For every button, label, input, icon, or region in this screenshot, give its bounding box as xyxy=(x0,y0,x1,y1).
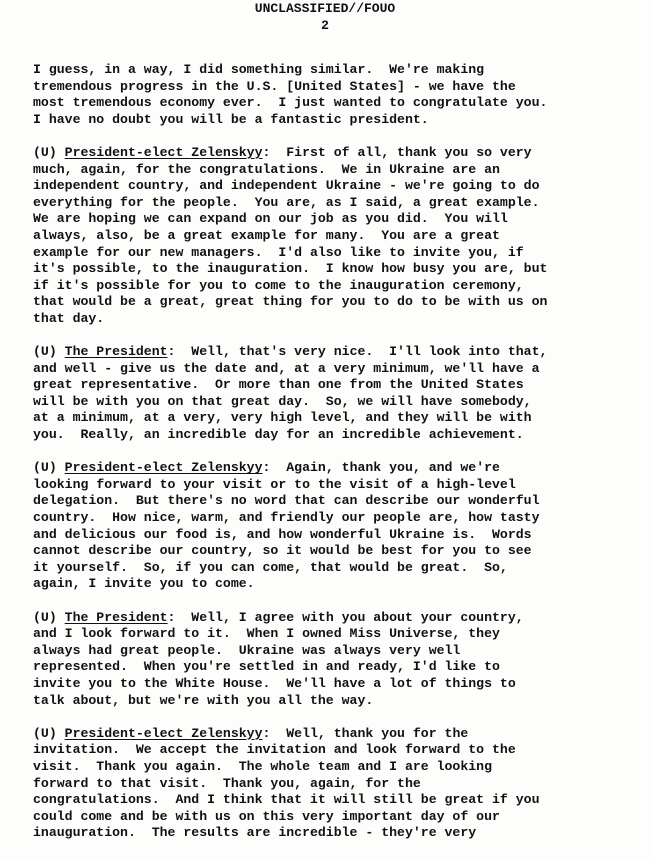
transcript-paragraph xyxy=(33,62,633,128)
transcript-paragraph xyxy=(33,344,633,444)
line-text: it yourself. So, if you can come, that would be great. So, xyxy=(33,559,508,575)
text-line xyxy=(33,162,633,179)
speaker-name: The President xyxy=(64,609,168,625)
line-text: everything for the people. You are, as I said, a great example. xyxy=(33,194,540,210)
text-line xyxy=(33,792,633,809)
classification-marking: UNCLASSIFIED//FOUO xyxy=(254,1,396,16)
text-line xyxy=(33,228,633,245)
line-text: looking forward to your visit or to the visit of a high-level xyxy=(33,476,516,492)
line-text: invite you to the White House. We'll have a lot of things to xyxy=(33,675,516,691)
line-text: delegation. But there's no word that can describe our wonderful xyxy=(33,493,540,509)
text-line xyxy=(33,460,633,477)
text-line xyxy=(33,576,633,593)
line-text: : Well, that's very nice. I'll look into that, xyxy=(167,344,548,360)
classification-prefix: (U) xyxy=(33,144,65,160)
line-text: will be with you on that great day. So, we will have somebody, xyxy=(33,393,532,409)
line-text: and well - give us the date and, at a very minimum, we'll have a xyxy=(33,360,540,376)
text-line xyxy=(33,493,633,510)
text-line xyxy=(33,112,633,129)
text-line xyxy=(33,79,633,96)
line-text: I have no doubt you will be a fantastic president. xyxy=(33,111,429,127)
line-text: could come and be with us on this very important day of our xyxy=(33,808,500,824)
speaker-name: President-elect Zelenskyy xyxy=(64,144,263,160)
text-line xyxy=(33,361,633,378)
line-text: it's possible, to the inauguration. I know how busy you are, but xyxy=(33,261,548,277)
text-line xyxy=(33,825,633,842)
line-text: you. Really, an incredible day for an incredible achievement. xyxy=(33,427,524,443)
line-text: independent country, and independent Ukraine - we're going to do xyxy=(33,178,540,194)
text-line xyxy=(33,626,633,643)
text-line xyxy=(33,410,633,427)
text-line xyxy=(33,178,633,195)
text-line xyxy=(33,726,633,743)
text-line xyxy=(33,477,633,494)
classification-prefix: (U) xyxy=(33,460,65,476)
text-line xyxy=(33,344,633,361)
text-line xyxy=(33,809,633,826)
line-text: talk about, but we're with you all the way. xyxy=(33,692,374,708)
classification-prefix: (U) xyxy=(33,344,65,360)
line-text: at a minimum, at a very, very high level, and they will be with xyxy=(33,410,532,426)
text-line xyxy=(33,394,633,411)
text-line xyxy=(33,95,633,112)
line-text: visit. Thank you again. The whole team and I are looking xyxy=(33,758,492,774)
line-text: : Well, thank you for the xyxy=(262,725,469,741)
line-text: that day. xyxy=(33,310,105,326)
transcript-paragraph xyxy=(33,610,633,710)
text-line xyxy=(33,278,633,295)
line-text: that would be a great, great thing for you to do to be with us on xyxy=(33,294,548,310)
text-line xyxy=(33,776,633,793)
line-text: tremendous progress in the U.S. [United States] - we have the xyxy=(33,78,516,94)
text-line xyxy=(33,510,633,527)
text-line xyxy=(33,527,633,544)
text-line xyxy=(33,245,633,262)
speaker-name: The President xyxy=(64,344,168,360)
line-text: : Well, I agree with you about your country, xyxy=(167,609,524,625)
text-line xyxy=(33,560,633,577)
page-header xyxy=(0,0,650,34)
line-text: inauguration. The results are incredible - they're very xyxy=(33,825,477,841)
text-line xyxy=(33,294,633,311)
text-line xyxy=(33,676,633,693)
text-line xyxy=(33,742,633,759)
text-line xyxy=(33,659,633,676)
speaker-name: President-elect Zelenskyy xyxy=(64,460,263,476)
line-text: much, again, for the congratulations. We in Ukraine are an xyxy=(33,161,500,177)
text-line xyxy=(33,759,633,776)
line-text: if it's possible for you to come to the inauguration ceremony, xyxy=(33,277,524,293)
text-line xyxy=(33,311,633,328)
line-text: country. How nice, warm, and friendly our people are, how tasty xyxy=(33,510,540,526)
line-text: cannot describe our country, so it would be best for you to see xyxy=(33,543,532,559)
speaker-name: President-elect Zelenskyy xyxy=(64,725,263,741)
line-text: and delicious our food is, and how wonderful Ukraine is. Words xyxy=(33,526,532,542)
text-line xyxy=(33,195,633,212)
text-line xyxy=(33,377,633,394)
line-text: forward to that visit. Thank you, again, for the xyxy=(33,775,421,791)
line-text: We are hoping we can expand on our job as you did. You will xyxy=(33,211,508,227)
text-line xyxy=(33,211,633,228)
text-line xyxy=(33,543,633,560)
transcript-body xyxy=(33,62,633,859)
line-text: : Again, thank you, and we're xyxy=(262,460,500,476)
line-text: I guess, in a way, I did something similar. We're making xyxy=(33,62,485,77)
transcript-paragraph xyxy=(33,145,633,328)
line-text: represented. When you're settled in and ready, I'd like to xyxy=(33,659,500,675)
text-line xyxy=(33,643,633,660)
line-text: example for our new managers. I'd also like to invite you, if xyxy=(33,244,524,260)
line-text: most tremendous economy ever. I just wanted to congratulate you. xyxy=(33,95,548,111)
transcript-paragraph xyxy=(33,460,633,593)
line-text: invitation. We accept the invitation and look forward to the xyxy=(33,742,516,758)
text-line xyxy=(33,693,633,710)
text-line xyxy=(33,610,633,627)
page-number: 2 xyxy=(321,18,329,33)
classification-prefix: (U) xyxy=(33,725,65,741)
line-text: congratulations. And I think that it will still be great if you xyxy=(33,792,540,808)
text-line xyxy=(33,427,633,444)
line-text: and I look forward to it. When I owned Miss Universe, they xyxy=(33,626,500,642)
line-text: : First of all, thank you so very xyxy=(262,144,532,160)
line-text: again, I invite you to come. xyxy=(33,576,255,592)
text-line xyxy=(33,62,633,79)
transcript-paragraph xyxy=(33,726,633,842)
text-line xyxy=(33,145,633,162)
line-text: always had great people. Ukraine was always very well xyxy=(33,642,461,658)
line-text: great representative. Or more than one from the United States xyxy=(33,377,524,393)
line-text: always, also, be a great example for many. You are a great xyxy=(33,227,500,243)
classification-prefix: (U) xyxy=(33,609,65,625)
text-line xyxy=(33,261,633,278)
